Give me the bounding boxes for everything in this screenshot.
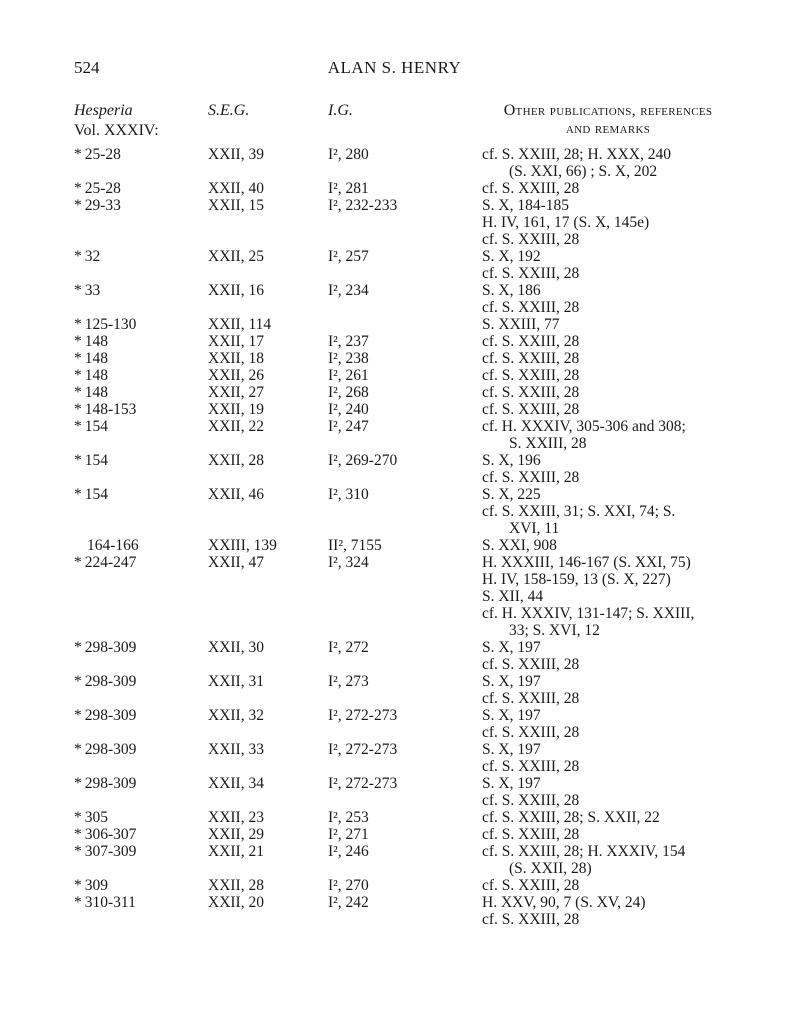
hesperia-pages: 298-309 [84,673,137,690]
seg-ref: XXII, 15 [208,197,264,214]
other-references [482,741,579,775]
reference-line: S. X, 186 [482,282,541,299]
hesperia-ref [74,554,136,571]
ig-ref: I², 240 [328,401,369,418]
hesperia-pages: 298-309 [84,707,137,724]
asterisk-mark: * [74,639,82,656]
reference-line: H. XXXIII, 146-167 (S. XXI, 75) [482,554,691,571]
hesperia-pages: 309 [84,877,108,894]
page-number: 524 [74,58,100,77]
seg-ref: XXII, 21 [208,843,264,860]
seg-ref: XXII, 18 [208,350,264,367]
asterisk-mark: * [74,452,82,469]
ig-ref: I², 271 [328,826,369,843]
reference-line: S. XII, 44 [482,588,544,605]
asterisk-mark: * [74,333,82,350]
hesperia-pages: 148 [84,384,108,401]
hesperia-ref [74,537,139,554]
hesperia-ref [74,401,136,418]
reference-line: cf. S. XXIII, 28 [482,231,580,248]
hesperia-pages: 305 [84,809,108,826]
ig-ref: I², 253 [328,809,369,826]
hesperia-pages: 310-311 [84,894,136,911]
reference-line: S. XXIII, 77 [482,316,560,333]
other-references [482,333,579,350]
asterisk-mark: * [74,282,82,299]
reference-line: cf. S. XXIII, 28 [482,792,580,809]
reference-line: cf. S. XXIII, 28 [482,333,580,350]
ig-ref: I², 238 [328,350,369,367]
page-header [0,58,789,82]
hesperia-ref [74,197,121,214]
hesperia-ref [74,248,100,265]
asterisk-mark: * [74,401,82,418]
hesperia-pages: 164-166 [87,537,139,554]
asterisk-mark: * [74,843,82,860]
reference-line: cf. S. XXIII, 28; H. XXXIV, 154 [482,843,686,860]
reference-line: S. X, 197 [482,639,541,656]
hesperia-ref [74,775,136,792]
hesperia-pages: 307-309 [84,843,137,860]
hesperia-pages: 298-309 [84,741,137,758]
volume-label: Vol. XXXIV: [74,122,159,139]
other-references [482,316,560,333]
ig-ref: I², 281 [328,180,369,197]
hesperia-pages: 148 [84,367,108,384]
other-references [482,707,579,741]
other-references [482,894,645,928]
reference-line: S. X, 192 [482,248,541,265]
reference-line: H. IV, 161, 17 (S. X, 145e) [482,214,650,231]
ig-ref: I², 272-273 [328,707,398,724]
reference-line: cf. S. XXIII, 28 [482,656,580,673]
seg-ref: XXII, 47 [208,554,264,571]
hesperia-ref [74,486,108,503]
reference-line: cf. S. XXIII, 28; H. XXX, 240 [482,146,671,163]
reference-line: cf. S. XXIII, 28 [482,826,580,843]
hesperia-pages: 148 [84,333,108,350]
seg-ref: XXII, 33 [208,741,264,758]
hesperia-ref [74,367,108,384]
seg-ref: XXII, 46 [208,486,264,503]
reference-line: cf. S. XXIII, 28 [482,758,580,775]
ig-ref: I², 261 [328,367,369,384]
hesperia-pages: 298-309 [84,775,137,792]
hesperia-ref [74,350,108,367]
hesperia-pages: 148 [84,350,108,367]
hesperia-pages: 298-309 [84,639,137,656]
hesperia-pages: 148-153 [84,401,137,418]
other-references [482,180,579,197]
hesperia-ref [74,877,108,894]
ig-ref: I², 310 [328,486,369,503]
asterisk-mark: * [74,707,82,724]
hesperia-pages: 154 [84,418,108,435]
ig-ref: I², 272 [328,639,369,656]
asterisk-mark: * [74,146,82,163]
reference-line: cf. H. XXXIV, 131-147; S. XXIII, [482,605,695,622]
other-references [482,843,685,877]
other-references [482,673,579,707]
reference-line: cf. S. XXIII, 28 [482,690,580,707]
ig-ref: I², 273 [328,673,369,690]
seg-ref: XXII, 26 [208,367,264,384]
hesperia-pages: 154 [84,452,108,469]
asterisk-mark: * [74,486,82,503]
seg-ref: XXII, 17 [208,333,264,350]
other-references [482,554,694,639]
reference-line: S. XXIII, 28 [509,435,587,452]
hesperia-pages: 25-28 [84,180,121,197]
other-references [482,537,557,554]
hesperia-ref [74,333,108,350]
asterisk-mark: * [74,248,82,265]
reference-line: cf. S. XXIII, 28 [482,265,580,282]
ig-ref: I², 237 [328,333,369,350]
running-head: ALAN S. HENRY [327,58,462,77]
column-header-other-line2: and remarks [565,120,651,137]
column-header-hesperia: Hesperia [74,102,133,119]
ig-ref: I², 247 [328,418,369,435]
hesperia-ref [74,741,136,758]
asterisk-mark: * [74,809,82,826]
hesperia-ref [74,894,136,911]
other-references [482,452,579,486]
reference-line: S. X, 197 [482,741,541,758]
reference-line: cf. S. XXIII, 28 [482,911,580,928]
other-references [482,826,579,843]
reference-line: H. XXV, 90, 7 (S. XV, 24) [482,894,646,911]
asterisk-mark: * [74,350,82,367]
asterisk-mark: * [74,180,82,197]
reference-line: cf. S. XXIII, 28 [482,384,580,401]
other-references [482,350,579,367]
hesperia-ref [74,826,136,843]
seg-ref: XXII, 25 [208,248,264,265]
hesperia-pages: 32 [84,248,101,265]
hesperia-ref [74,418,108,435]
seg-ref: XXII, 20 [208,894,264,911]
reference-line: cf. H. XXXIV, 305-306 and 308; [482,418,686,435]
hesperia-ref [74,707,136,724]
reference-line: cf. S. XXIII, 31; S. XXI, 74; S. [482,503,676,520]
hesperia-pages: 25-28 [84,146,121,163]
seg-ref: XXII, 23 [208,809,264,826]
seg-ref: XXII, 19 [208,401,264,418]
reference-line: S. X, 197 [482,707,541,724]
hesperia-pages: 306-307 [84,826,137,843]
hesperia-ref [74,843,136,860]
seg-ref: XXII, 32 [208,707,264,724]
asterisk-mark: * [74,418,82,435]
asterisk-mark: * [74,367,82,384]
other-references [482,282,579,316]
seg-ref: XXII, 39 [208,146,264,163]
seg-ref: XXII, 114 [208,316,272,333]
other-references [482,809,660,826]
ig-ref: I², 232-233 [328,197,398,214]
seg-ref: XXII, 28 [208,877,264,894]
reference-line: S. X, 225 [482,486,541,503]
other-references [482,384,579,401]
asterisk-mark: * [74,775,82,792]
other-references [482,877,579,894]
hesperia-pages: 125-130 [84,316,137,333]
column-header-seg: S.E.G. [208,102,250,119]
other-references [482,248,579,282]
reference-line: (S. XXII, 28) [509,860,592,877]
asterisk-mark: * [74,826,82,843]
reference-line: (S. XXI, 66) ; S. X, 202 [509,163,658,180]
asterisk-mark: * [74,877,82,894]
other-references [482,146,671,180]
column-header-other-publications [482,102,734,138]
seg-ref: XXIII, 139 [208,537,277,554]
seg-ref: XXII, 30 [208,639,264,656]
hesperia-ref [74,809,108,826]
ig-ref: I², 234 [328,282,369,299]
hesperia-pages: 33 [84,282,101,299]
ig-ref: I², 268 [328,384,369,401]
reference-line: cf. S. XXIII, 28 [482,724,580,741]
reference-line: H. IV, 158-159, 13 (S. X, 227) [482,571,671,588]
column-header-other-line1: Other publications, references [503,102,713,119]
hesperia-ref [74,384,108,401]
seg-ref: XXII, 28 [208,452,264,469]
reference-line: S. X, 184-185 [482,197,569,214]
other-references [482,197,649,248]
reference-line: cf. S. XXIII, 28; S. XXII, 22 [482,809,660,826]
hesperia-ref [74,452,108,469]
seg-ref: XXII, 40 [208,180,264,197]
reference-line: S. XXI, 908 [482,537,557,554]
ig-ref: I², 257 [328,248,369,265]
other-references [482,486,675,537]
hesperia-ref [74,282,100,299]
hesperia-pages: 29-33 [84,197,121,214]
reference-line: cf. S. XXIII, 28 [482,180,580,197]
seg-ref: XXII, 29 [208,826,264,843]
seg-ref: XXII, 16 [208,282,264,299]
asterisk-mark: * [74,316,82,333]
other-references [482,775,579,809]
hesperia-ref [74,316,136,333]
seg-ref: XXII, 22 [208,418,264,435]
other-references [482,639,579,673]
asterisk-mark: * [74,197,82,214]
other-references [482,401,579,418]
reference-line: S. X, 197 [482,775,541,792]
reference-line: cf. S. XXIII, 28 [482,367,580,384]
ig-ref: I², 242 [328,894,369,911]
hesperia-ref [74,180,121,197]
reference-line: cf. S. XXIII, 28 [482,877,580,894]
reference-line: S. X, 197 [482,673,541,690]
hesperia-ref [74,146,121,163]
ig-ref: I², 270 [328,877,369,894]
hesperia-pages: 224-247 [84,554,137,571]
asterisk-mark: * [74,741,82,758]
ig-ref: I², 280 [328,146,369,163]
ig-ref: I², 246 [328,843,369,860]
ig-ref: II², 7155 [328,537,382,554]
reference-line: cf. S. XXIII, 28 [482,299,580,316]
seg-ref: XXII, 31 [208,673,264,690]
asterisk-mark: * [74,384,82,401]
seg-ref: XXII, 34 [208,775,264,792]
reference-line: cf. S. XXIII, 28 [482,350,580,367]
asterisk-mark: * [74,894,82,911]
reference-line: cf. S. XXIII, 28 [482,469,580,486]
ig-ref: I², 324 [328,554,369,571]
hesperia-ref [74,639,136,656]
ig-ref: I², 272-273 [328,741,398,758]
ig-ref: I², 272-273 [328,775,398,792]
seg-ref: XXII, 27 [208,384,264,401]
column-header-ig: I.G. [328,102,353,119]
other-references [482,367,579,384]
reference-line: cf. S. XXIII, 28 [482,401,580,418]
ig-ref: I², 269-270 [328,452,398,469]
hesperia-ref [74,673,136,690]
hesperia-pages: 154 [84,486,108,503]
asterisk-mark: * [74,554,82,571]
reference-line: S. X, 196 [482,452,541,469]
other-references [482,418,686,452]
reference-line: 33; S. XVI, 12 [509,622,600,639]
asterisk-mark: * [74,673,82,690]
reference-line: XVI, 11 [509,520,560,537]
